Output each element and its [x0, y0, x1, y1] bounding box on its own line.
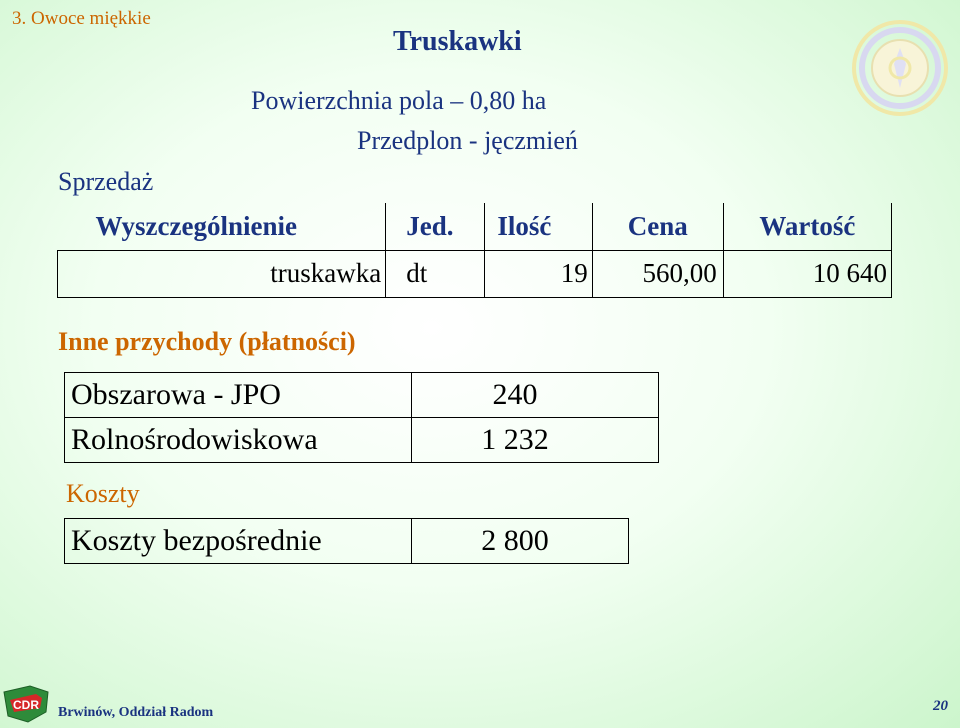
column-header-value: Wartość: [723, 203, 891, 250]
cell-quantity: 19: [485, 250, 592, 297]
cell-price: 560,00: [592, 250, 723, 297]
section-label: 3. Owoce miękkie: [12, 8, 151, 29]
cell-value: 10 640: [723, 250, 891, 297]
cell-cost-name: Koszty bezpośrednie: [65, 519, 412, 564]
table-row: [65, 418, 659, 463]
cell-description: truskawka: [58, 250, 386, 297]
table-row: [65, 373, 659, 418]
column-header-unit: Jed.: [386, 203, 485, 250]
page-number: 20: [933, 698, 948, 714]
cell-unit: dt: [386, 250, 485, 297]
other-income-table: [64, 372, 659, 463]
preceding-crop: Przedplon - jęczmień: [357, 126, 578, 155]
table-row: [65, 519, 629, 564]
sales-header-row: [58, 203, 892, 250]
page-title: Truskawki: [393, 26, 522, 57]
column-header-quantity: Ilość: [485, 203, 592, 250]
cdr-logo-text: CDR: [13, 698, 39, 712]
costs-table: [64, 518, 629, 564]
cell-payment-name: Obszarowa - JPO: [65, 373, 412, 418]
column-header-description: Wyszczególnienie: [58, 203, 386, 250]
cell-payment-value: 240: [412, 373, 659, 418]
column-header-price: Cena: [592, 203, 723, 250]
cell-payment-value: 1 232: [412, 418, 659, 463]
other-income-heading: Inne przychody (płatności): [58, 327, 356, 356]
field-area: Powierzchnia pola – 0,80 ha: [251, 86, 547, 115]
cell-payment-name: Rolnośrodowiskowa: [65, 418, 412, 463]
table-row: [58, 250, 892, 297]
costs-heading: Koszty: [66, 479, 140, 508]
sales-heading: Sprzedaż: [58, 167, 154, 196]
cell-cost-value: 2 800: [412, 519, 629, 564]
seal-logo-icon: [850, 18, 950, 118]
cdr-logo-icon: [0, 678, 52, 726]
sales-table: [57, 203, 892, 298]
footer-organization: Brwinów, Oddział Radom: [58, 705, 214, 720]
